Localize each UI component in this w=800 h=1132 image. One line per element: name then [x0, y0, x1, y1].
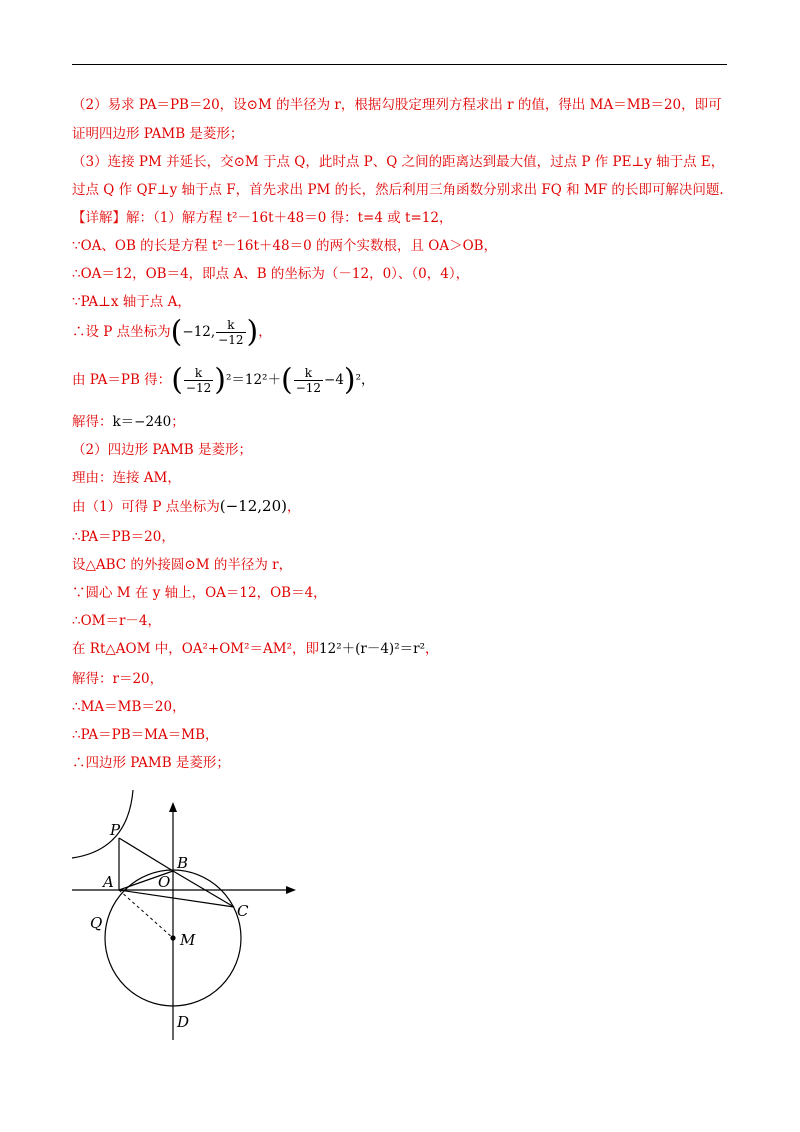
text-line-4: 过点 Q 作 QF⊥y 轴于点 F，首先求出 PM 的长，然后利用三角函数分别求出 FQ 和 MF 的长即可解决问题.: [72, 182, 724, 198]
x-axis-arrow: [286, 886, 296, 894]
y-axis-arrow: [169, 802, 177, 812]
segment-bc: [173, 871, 234, 907]
paren-close: ): [214, 362, 226, 398]
label-a: A: [103, 873, 114, 891]
label-c: C: [237, 902, 249, 920]
line19-prefix: 在 Rt△AOM 中，OA²+OM²＝AM²，即: [72, 641, 320, 657]
line10-suffix: ²，: [355, 372, 375, 388]
line9-suffix: ，: [258, 324, 272, 340]
line9-coord-x: −12,: [182, 324, 216, 340]
label-p: P: [110, 821, 121, 839]
text-line-18: ∴OM＝r－4，: [72, 613, 162, 629]
line9-prefix: ∴设 P 点坐标为: [72, 324, 171, 340]
text-line-3: （3）连接 PM 并延长，交⊙M 于点 Q，此时点 P、Q 之间的距离达到最大值，过点 P 作 PE⊥y 轴于点 E，: [72, 154, 725, 170]
label-b: B: [177, 854, 189, 872]
line10-prefix: 由 PA＝PB 得：: [72, 372, 172, 388]
paren-close: ): [246, 314, 259, 350]
fraction-numerator: k: [294, 366, 323, 381]
hyperbola-curve: [72, 790, 133, 858]
paren-open: (: [171, 362, 183, 398]
text-line-1: （2）易求 PA＝PB＝20，设⊙M 的半径为 r，根据勾股定理列方程求出 r 的值，得出 MA＝MB＝20，即可: [72, 97, 722, 113]
point-m: [170, 935, 175, 940]
label-o: O: [158, 873, 171, 891]
line11-math: k＝−240: [112, 414, 172, 430]
text-line-13: 理由：连接 AM，: [72, 470, 181, 486]
label-d: D: [177, 1013, 190, 1031]
line19-suffix: ，: [424, 641, 439, 657]
text-line-8: ∵PA⊥x 轴于点 A，: [72, 294, 191, 310]
paren-close: ): [343, 362, 356, 398]
line11-prefix: 解得：: [72, 414, 113, 430]
fraction-numerator: k: [184, 366, 213, 381]
text-line-16: 设△ABC 的外接圆⊙M 的半径为 r，: [72, 557, 293, 573]
label-q: Q: [90, 914, 103, 932]
text-line-15: ∴PA＝PB＝20，: [72, 529, 175, 545]
text-line-2: 证明四边形 PAMB 是菱形；: [72, 126, 244, 142]
segment-pb: [119, 838, 173, 871]
detail-tag: 【详解】: [72, 210, 126, 226]
label-m: M: [180, 931, 196, 949]
fraction-numerator: k: [216, 318, 245, 333]
text-line-7: ∴OA＝12，OB＝4，即点 A、B 的坐标为（－12，0）、（0，4），: [72, 266, 470, 282]
fraction-denominator: −12: [218, 333, 244, 347]
line14-suffix: ，: [286, 499, 301, 515]
text-line-22: ∴PA＝PB＝MA＝MB，: [72, 727, 219, 743]
paren-open: (: [170, 314, 183, 350]
line14-prefix: 由（1）可得 P 点坐标为: [72, 499, 220, 515]
line10-middle: ²＝12²＋: [225, 372, 281, 388]
text-line-6: ∵OA、OB 的长是方程 t²－16t＋48＝0 的两个实数根，且 OA＞OB，: [72, 238, 498, 254]
text-line-17: ∵圆心 M 在 y 轴上，OA＝12，OB＝4，: [72, 585, 327, 601]
line14-math: (−12,20): [219, 497, 287, 515]
segment-ac: [119, 890, 234, 907]
text-line-20: 解得：r＝20，: [72, 671, 164, 687]
paren-open: (: [280, 362, 293, 398]
fraction-denominator: −12: [295, 381, 322, 395]
detail-text: 解：（1）解方程 t²－16t＋48＝0 得：t=4 或 t=12，: [126, 210, 453, 226]
line11-suffix: ；: [171, 414, 185, 430]
text-line-21: ∴MA＝MB＝20，: [72, 699, 186, 715]
text-line-12: （2）四边形 PAMB 是菱形；: [72, 442, 253, 458]
line10-tail: −4: [324, 372, 344, 388]
text-line-23: ∴四边形 PAMB 是菱形；: [72, 755, 230, 771]
fraction-denominator: −12: [185, 381, 212, 395]
line19-math: 12²＋(r－4)²＝r²: [319, 641, 425, 657]
